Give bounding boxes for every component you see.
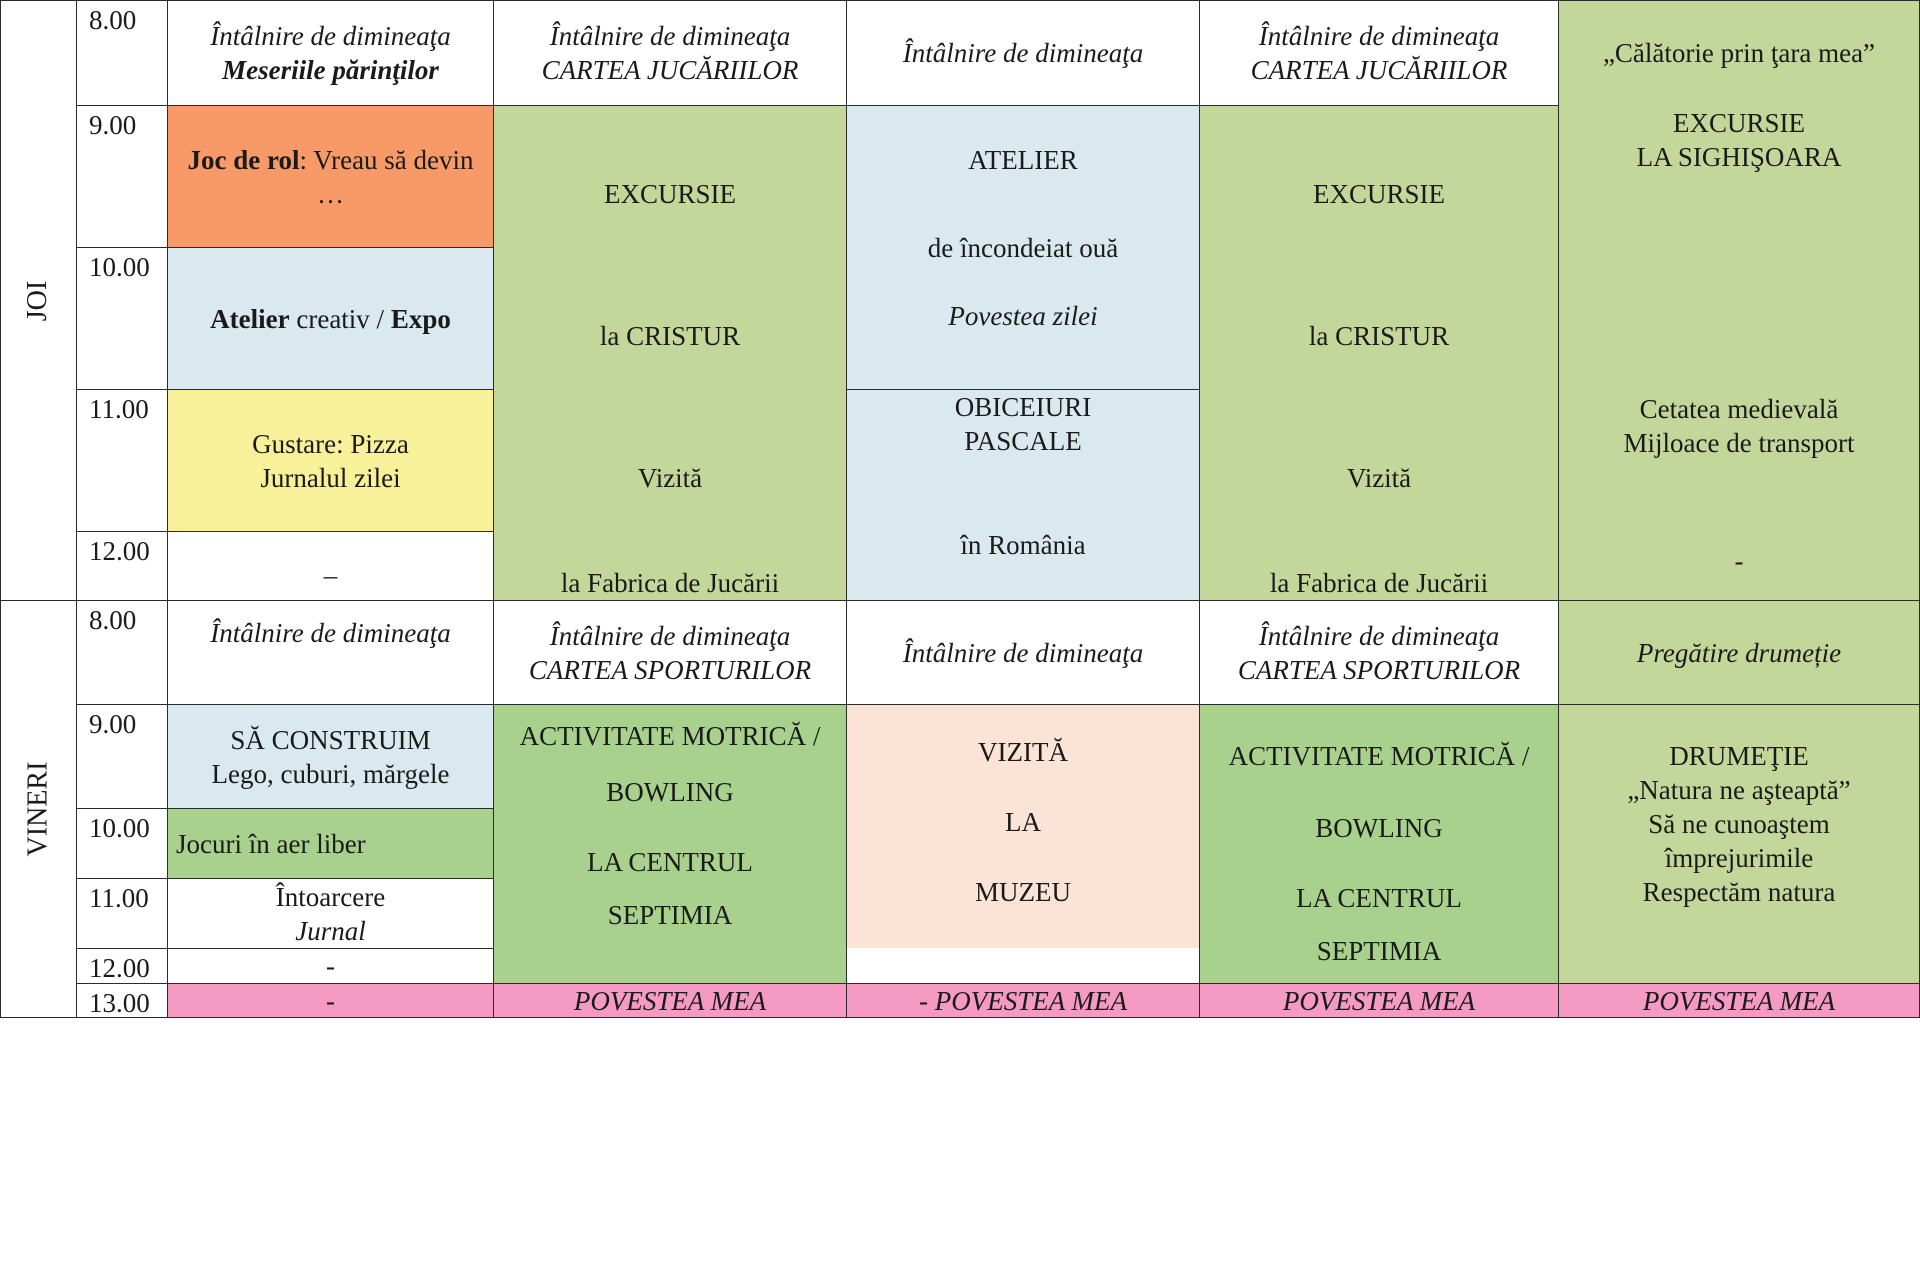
time-vineri-12: 12.00 — [76, 948, 168, 984]
time-joi-10: 10.00 — [76, 247, 168, 390]
vineri-c3-noon — [846, 948, 1200, 984]
joi-c3-morning-meeting: Întâlnire de dimineaţa — [846, 0, 1200, 106]
joi-c4-excursion: EXCURSIE la CRISTUR Vizită la Fabrica de Jucării — [1199, 105, 1559, 601]
time-joi-11: 11.00 — [76, 389, 168, 532]
day-label-joi: JOI — [0, 0, 77, 601]
vineri-c1-morning-meeting: Întâlnire de dimineaţa — [167, 600, 494, 705]
time-vineri-11: 11.00 — [76, 878, 168, 949]
vineri-c2-story: POVESTEA MEA — [493, 983, 847, 1018]
time-vineri-10: 10.00 — [76, 808, 168, 879]
joi-c4-morning-meeting: Întâlnire de dimineaţa CARTEA JUCĂRIILOR — [1199, 0, 1559, 106]
time-joi-8: 8.00 — [76, 0, 168, 106]
joi-c1-morning-meeting: Întâlnire de dimineaţa Meseriile părinţilor — [167, 0, 494, 106]
time-joi-12: 12.00 — [76, 531, 168, 601]
vineri-c3-museum-visit: VIZITĂ LA MUZEU — [846, 704, 1200, 949]
vineri-c4-morning-meeting: Întâlnire de dimineaţa CARTEA SPORTURILOR — [1199, 600, 1559, 705]
vineri-c5-story: POVESTEA MEA — [1558, 983, 1920, 1018]
vineri-c5-hike-prep: Pregătire drumeție — [1558, 600, 1920, 705]
joi-c5-trip: „Călătorie prin ţara mea” EXCURSIE LA SIGHIŞOARA Cetatea medievală Mijloace de transport - — [1558, 0, 1920, 601]
vineri-c2-morning-meeting: Întâlnire de dimineaţa CARTEA SPORTURILOR — [493, 600, 847, 705]
joi-c2-morning-meeting: Întâlnire de dimineaţa CARTEA JUCĂRIILOR — [493, 0, 847, 106]
vineri-c4-motor-activity: ACTIVITATE MOTRICĂ / BOWLING LA CENTRUL SEPTIMIA — [1199, 704, 1559, 984]
time-joi-9: 9.00 — [76, 105, 168, 248]
joi-c1-snack: Gustare: Pizza Jurnalul zilei — [167, 389, 494, 532]
vineri-c1-outdoor-games: Jocuri în aer liber — [167, 808, 494, 879]
joi-c3-easter-customs: OBICEIURI PASCALE în România — [846, 389, 1200, 601]
vineri-c4-story: POVESTEA MEA — [1199, 983, 1559, 1018]
vineri-c3-story: - POVESTEA MEA — [846, 983, 1200, 1018]
vineri-c1-story: - — [167, 983, 494, 1018]
vineri-c5-hike: DRUMEŢIE „Natura ne aşteaptă” Să ne cunoaştem împrejurimile Respectăm natura — [1558, 704, 1920, 984]
vineri-c3-morning-meeting: Întâlnire de dimineaţa — [846, 600, 1200, 705]
joi-c1-creative-workshop: Atelier creativ / Expo — [167, 247, 494, 390]
time-vineri-8: 8.00 — [76, 600, 168, 705]
joi-c2-excursion: EXCURSIE la CRISTUR Vizită la Fabrica de Jucării — [493, 105, 847, 601]
day-label-vineri: VINERI — [0, 600, 77, 1018]
joi-c3-egg-workshop: ATELIER de încondeiat ouă Povestea zilei — [846, 105, 1200, 390]
vineri-c1-return: Întoarcere Jurnal — [167, 878, 494, 949]
vineri-c1-build: SĂ CONSTRUIM Lego, cuburi, mărgele — [167, 704, 494, 809]
time-vineri-13: 13.00 — [76, 983, 168, 1018]
joi-c1-role-play: Joc de rol: Vreau să devin … — [167, 105, 494, 248]
vineri-c2-motor-activity: ACTIVITATE MOTRICĂ / BOWLING LA CENTRUL SEPTIMIA — [493, 704, 847, 984]
joi-c1-noon: _ — [167, 531, 494, 601]
vineri-c1-noon: - — [167, 948, 494, 984]
time-vineri-9: 9.00 — [76, 704, 168, 809]
